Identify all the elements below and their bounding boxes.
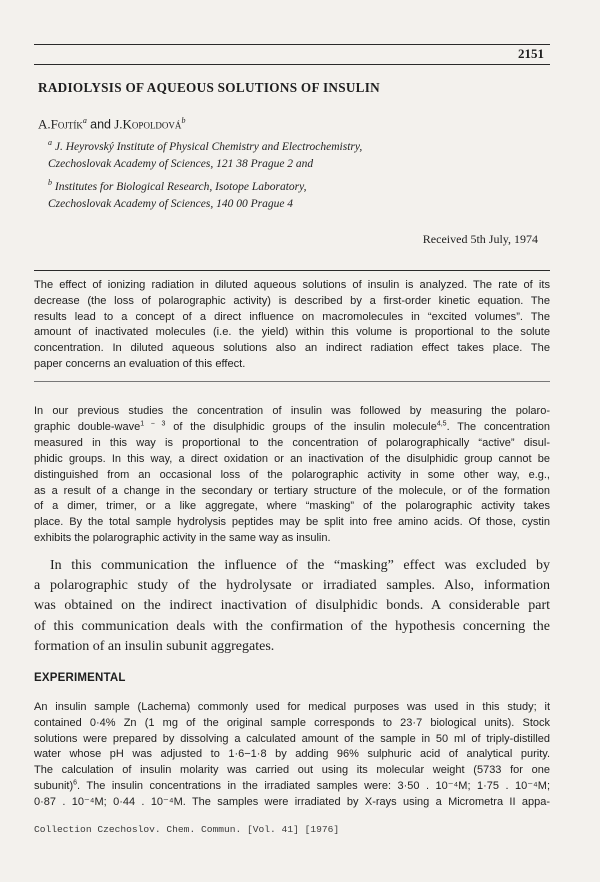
experimental-line: The calculation of insulin molarity was carried out using its molecular weight (5733 for one	[34, 764, 550, 777]
author-2-name: Kopoldová	[122, 116, 182, 132]
author-line	[38, 116, 185, 132]
communication-line: formation of an insulin subunit aggregates.	[34, 638, 275, 654]
abstract-line: paper concerns an evaluation of this effect.	[34, 357, 246, 370]
affiliation-b-line-2: Czechoslovak Academy of Sciences, 140 00 Prague 4	[48, 198, 294, 211]
abstract-line: concentration. In diluted aqueous solutions also an indirect radiation effect takes place. The	[34, 342, 550, 355]
journal-footer: Collection Czechoslov. Chem. Commun. [Vol. 41] [1976]	[34, 824, 340, 835]
intro-line: of a dimer, trimer, or a like aggregate, where “masking” of the polarographic activity takes	[34, 500, 550, 513]
author-1-initial: A.	[38, 116, 51, 132]
intro-text: of the disulphidic groups of the insulin molecule	[165, 420, 437, 433]
intro-line: as a result of a change in the secondary or tertiary structure of the molecule, or of the formation	[34, 484, 550, 497]
intro-line: phidic groups. In this way, a direct oxidation or an inactivation of the disulphidic group cannot be	[34, 452, 550, 465]
affiliation-a-mark: a	[48, 138, 52, 147]
experimental-line: 0·87 . 10⁻⁴M; 0·44 . 10⁻⁴M. The samples were irradiated by X-rays using a Micrometra II appa-	[34, 795, 550, 808]
page-number: 2151	[518, 46, 544, 61]
experimental-line: An insulin sample (Lachema) commonly used for medical purposes was used in this study; it	[34, 701, 550, 713]
abstract-rule-top	[34, 270, 550, 271]
abstract-line: The effect of ionizing radiation in diluted aqueous solutions of insulin is analyzed. The rate of its	[34, 279, 550, 291]
experimental-paragraph	[34, 700, 550, 811]
communication-paragraph	[34, 556, 550, 657]
abstract-line: amount of inactivated molecules (i.e. the yield) within this volume is proportional to the solute	[34, 326, 550, 339]
affiliation-a-line-1	[48, 134, 548, 156]
experimental-text: subunit)	[34, 779, 74, 792]
intro-line: exhibits the polarographic activity in the same way as insulin.	[34, 532, 331, 545]
intro-line: distinguished from an occasional loss of the polarographic activity in some other way, e.g.,	[34, 468, 550, 481]
abstract	[34, 278, 550, 373]
intro-line: In our previous studies the concentration of insulin was followed by measuring the polaro-	[34, 405, 550, 417]
section-heading: EXPERIMENTAL	[34, 672, 126, 684]
affiliations	[48, 134, 548, 214]
communication-line: a polarographic study of the hydrolysate or irradiated samples. Also, information	[34, 578, 550, 594]
article-title: RADIOLYSIS OF AQUEOUS SOLUTIONS OF INSULIN	[38, 80, 381, 95]
header-rule-lower	[34, 64, 550, 65]
experimental-text: . The insulin concentrations in the irradiated samples were: 3·50 . 10⁻⁴M; 1·75 . 10⁻⁴M;	[77, 779, 550, 792]
experimental-line: water whose pH was adjusted to 1·6−1·8 by adding 96% sulphuric acid of analytical purity.	[34, 748, 550, 761]
abstract-rule-bottom	[34, 381, 550, 382]
affiliation-a-line-2: Czechoslovak Academy of Sciences, 121 38 Prague 2 and	[48, 158, 314, 171]
abstract-line: results lead to a concept of a direct influence on macromolecules in “excited volumes”. The	[34, 310, 550, 323]
intro-paragraph	[34, 404, 550, 547]
communication-line: In this communication the influence of the “masking” effect was excluded by	[50, 558, 550, 573]
affiliation-b-line-1	[48, 174, 548, 196]
header-rule	[34, 44, 550, 45]
intro-line	[34, 420, 550, 436]
experimental-line	[34, 779, 550, 795]
author-1-affil-mark: a	[82, 116, 87, 125]
experimental-line: solutions were prepared by dissolving a calculated amount of the sample in 50 ml of triply-distilled	[34, 732, 550, 745]
author-2-initial: J.	[114, 116, 123, 132]
abstract-line: decrease (the loss of polarographic activity) is described by a first-order kinetic equation. The	[34, 294, 550, 307]
intro-line: place. By the total sample hydrolysis peptides may be split into free amino acids. Of those, cystin	[34, 516, 550, 529]
author-1-name: Fojtík	[50, 116, 83, 132]
intro-line: measured in this way is proportional to the concentration of polarographically “active” disul-	[34, 436, 550, 449]
affiliation-b-text-1: Institutes for Biological Research, Isotope Laboratory,	[54, 180, 307, 193]
affiliation-a-text-1: J. Heyrovský Institute of Physical Chemistry and Electrochemistry,	[54, 140, 363, 153]
intro-text: graphic double-wave	[34, 420, 141, 433]
author-2-affil-mark: b	[181, 116, 186, 125]
author-conjunction: and	[90, 117, 111, 132]
citation-ref: 1 − 3	[140, 420, 166, 428]
communication-line: of this communication deals with the confirmation of the hypothesis concerning the	[34, 618, 550, 634]
intro-text: . The concentration	[446, 420, 550, 433]
received-date: Received 5th July, 1974	[422, 232, 538, 246]
experimental-line: contained 0·4% Zn (1 mg of the original sample corresponds to 23·7 biological units). Stock	[34, 716, 550, 729]
citation-ref: 4,5	[436, 420, 447, 428]
citation-ref: 6	[73, 779, 78, 787]
affiliation-b-mark: b	[48, 178, 52, 188]
communication-line: was obtained on the indirect inactivation of disulphidic bonds. A considerable part	[34, 598, 550, 614]
